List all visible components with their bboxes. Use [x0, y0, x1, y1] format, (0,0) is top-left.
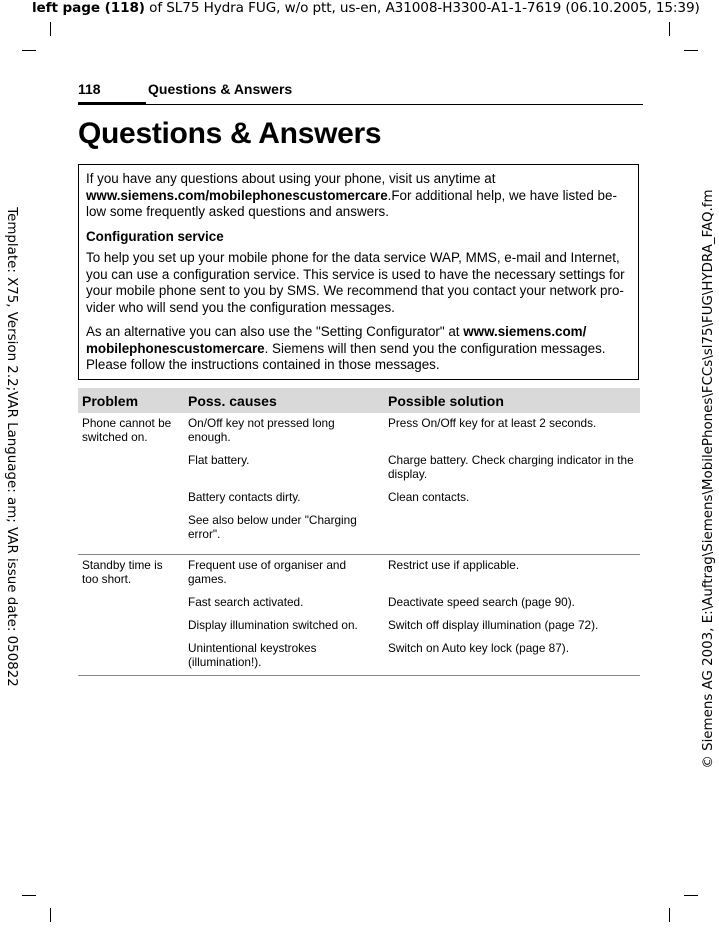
- print-header-page-label: left page (118): [32, 0, 145, 16]
- running-head: [78, 79, 643, 103]
- cause-cell: On/Off key not pressed long enough.: [188, 416, 335, 444]
- configurator-link[interactable]: www.siemens.com/ mobilephonescustomercare: [86, 324, 587, 356]
- solution-cell: Charge battery. Check charging indicator in the display.: [388, 453, 634, 481]
- header-rule: [78, 104, 643, 105]
- crop-mark: [50, 22, 51, 36]
- intro-paragraph: [86, 171, 631, 221]
- intro-box: [78, 164, 639, 380]
- page-title: Questions & Answers: [78, 117, 382, 150]
- side-template-info: Template: X75, Version 2.2;VAR Language: am; VAR issue date: 050822: [4, 207, 19, 687]
- configurator-paragraph: [86, 324, 631, 374]
- configurator-text-continued: . Siemens will then send you the configuration messages. Please follow the instructions contained in those messages.: [86, 340, 606, 372]
- cause-cell: Display illumination switched on.: [188, 618, 358, 632]
- cause-cell: Fast search activated.: [188, 595, 304, 609]
- header-solution: Possible solution: [384, 388, 640, 413]
- crop-mark: [684, 895, 698, 896]
- cause-cell: Unintentional keystrokes (illumination!).: [184, 638, 384, 676]
- table-header-row: [78, 388, 640, 413]
- table-row: [78, 555, 640, 593]
- running-title: Questions & Answers: [148, 81, 293, 97]
- solution-cell: Clean contacts.: [388, 490, 470, 504]
- crop-mark: [684, 50, 698, 51]
- solution-cell: Switch on Auto key lock (page 87).: [384, 638, 640, 676]
- table-row: [78, 413, 640, 450]
- page-number: 118: [78, 81, 101, 97]
- solution-cell: [384, 510, 640, 555]
- faq-table: [78, 388, 640, 676]
- solution-cell: Restrict use if applicable.: [384, 555, 640, 593]
- config-paragraph: To help you set up your mobile phone for the data service WAP, MMS, e-mail and Internet, you can use a configuration service. This service is used to have the necessary settings for your mobile phone sent to you by SMS. We recommend that you contact your network pro-vider who will send you the configuration messages.: [86, 250, 625, 315]
- intro-text-continued: .For additional help, we have listed be-low some frequently asked questions and answers.: [86, 187, 617, 219]
- config-subheading: Configuration service: [86, 228, 224, 244]
- crop-mark: [22, 50, 36, 51]
- print-header: [32, 0, 719, 20]
- crop-mark: [22, 895, 36, 896]
- cause-cell: Frequent use of organiser and games.: [184, 555, 384, 593]
- problem-cell: Standby time is too short.: [78, 555, 184, 676]
- crop-mark: [50, 908, 51, 922]
- solution-cell: Press On/Off key for at least 2 seconds.: [388, 416, 597, 430]
- cause-cell: See also below under "Charging error".: [188, 513, 357, 541]
- side-copyright-info: © Siemens AG 2003, E:\Auftrag\Siemens\MobilePhones\FCCs\sl75\FUG\HYDRA_FAQ.fm: [701, 189, 716, 769]
- intro-text: If you have any questions about using your phone, visit us anytime at: [86, 171, 496, 186]
- print-header-details: of SL75 Hydra FUG, w/o ptt, us-en, A31008-H3300-A1-1-7619 (06.10.2005, 15:39): [144, 0, 700, 16]
- cause-cell: Battery contacts dirty.: [188, 490, 301, 504]
- configurator-text: As an alternative you can also use the "Setting Configurator" at: [86, 324, 460, 339]
- crop-mark: [669, 908, 670, 922]
- crop-mark: [669, 22, 670, 36]
- solution-cell: Switch off display illumination (page 72).: [388, 618, 599, 632]
- solution-cell: Deactivate speed search (page 90).: [388, 595, 575, 609]
- support-link[interactable]: www.siemens.com/mobilephonescustomercare: [86, 187, 388, 203]
- problem-cell: Phone cannot be switched on.: [82, 416, 172, 444]
- header-causes: Poss. causes: [184, 388, 384, 413]
- header-problem: Problem: [78, 388, 184, 413]
- cause-cell: Flat battery.: [188, 453, 250, 467]
